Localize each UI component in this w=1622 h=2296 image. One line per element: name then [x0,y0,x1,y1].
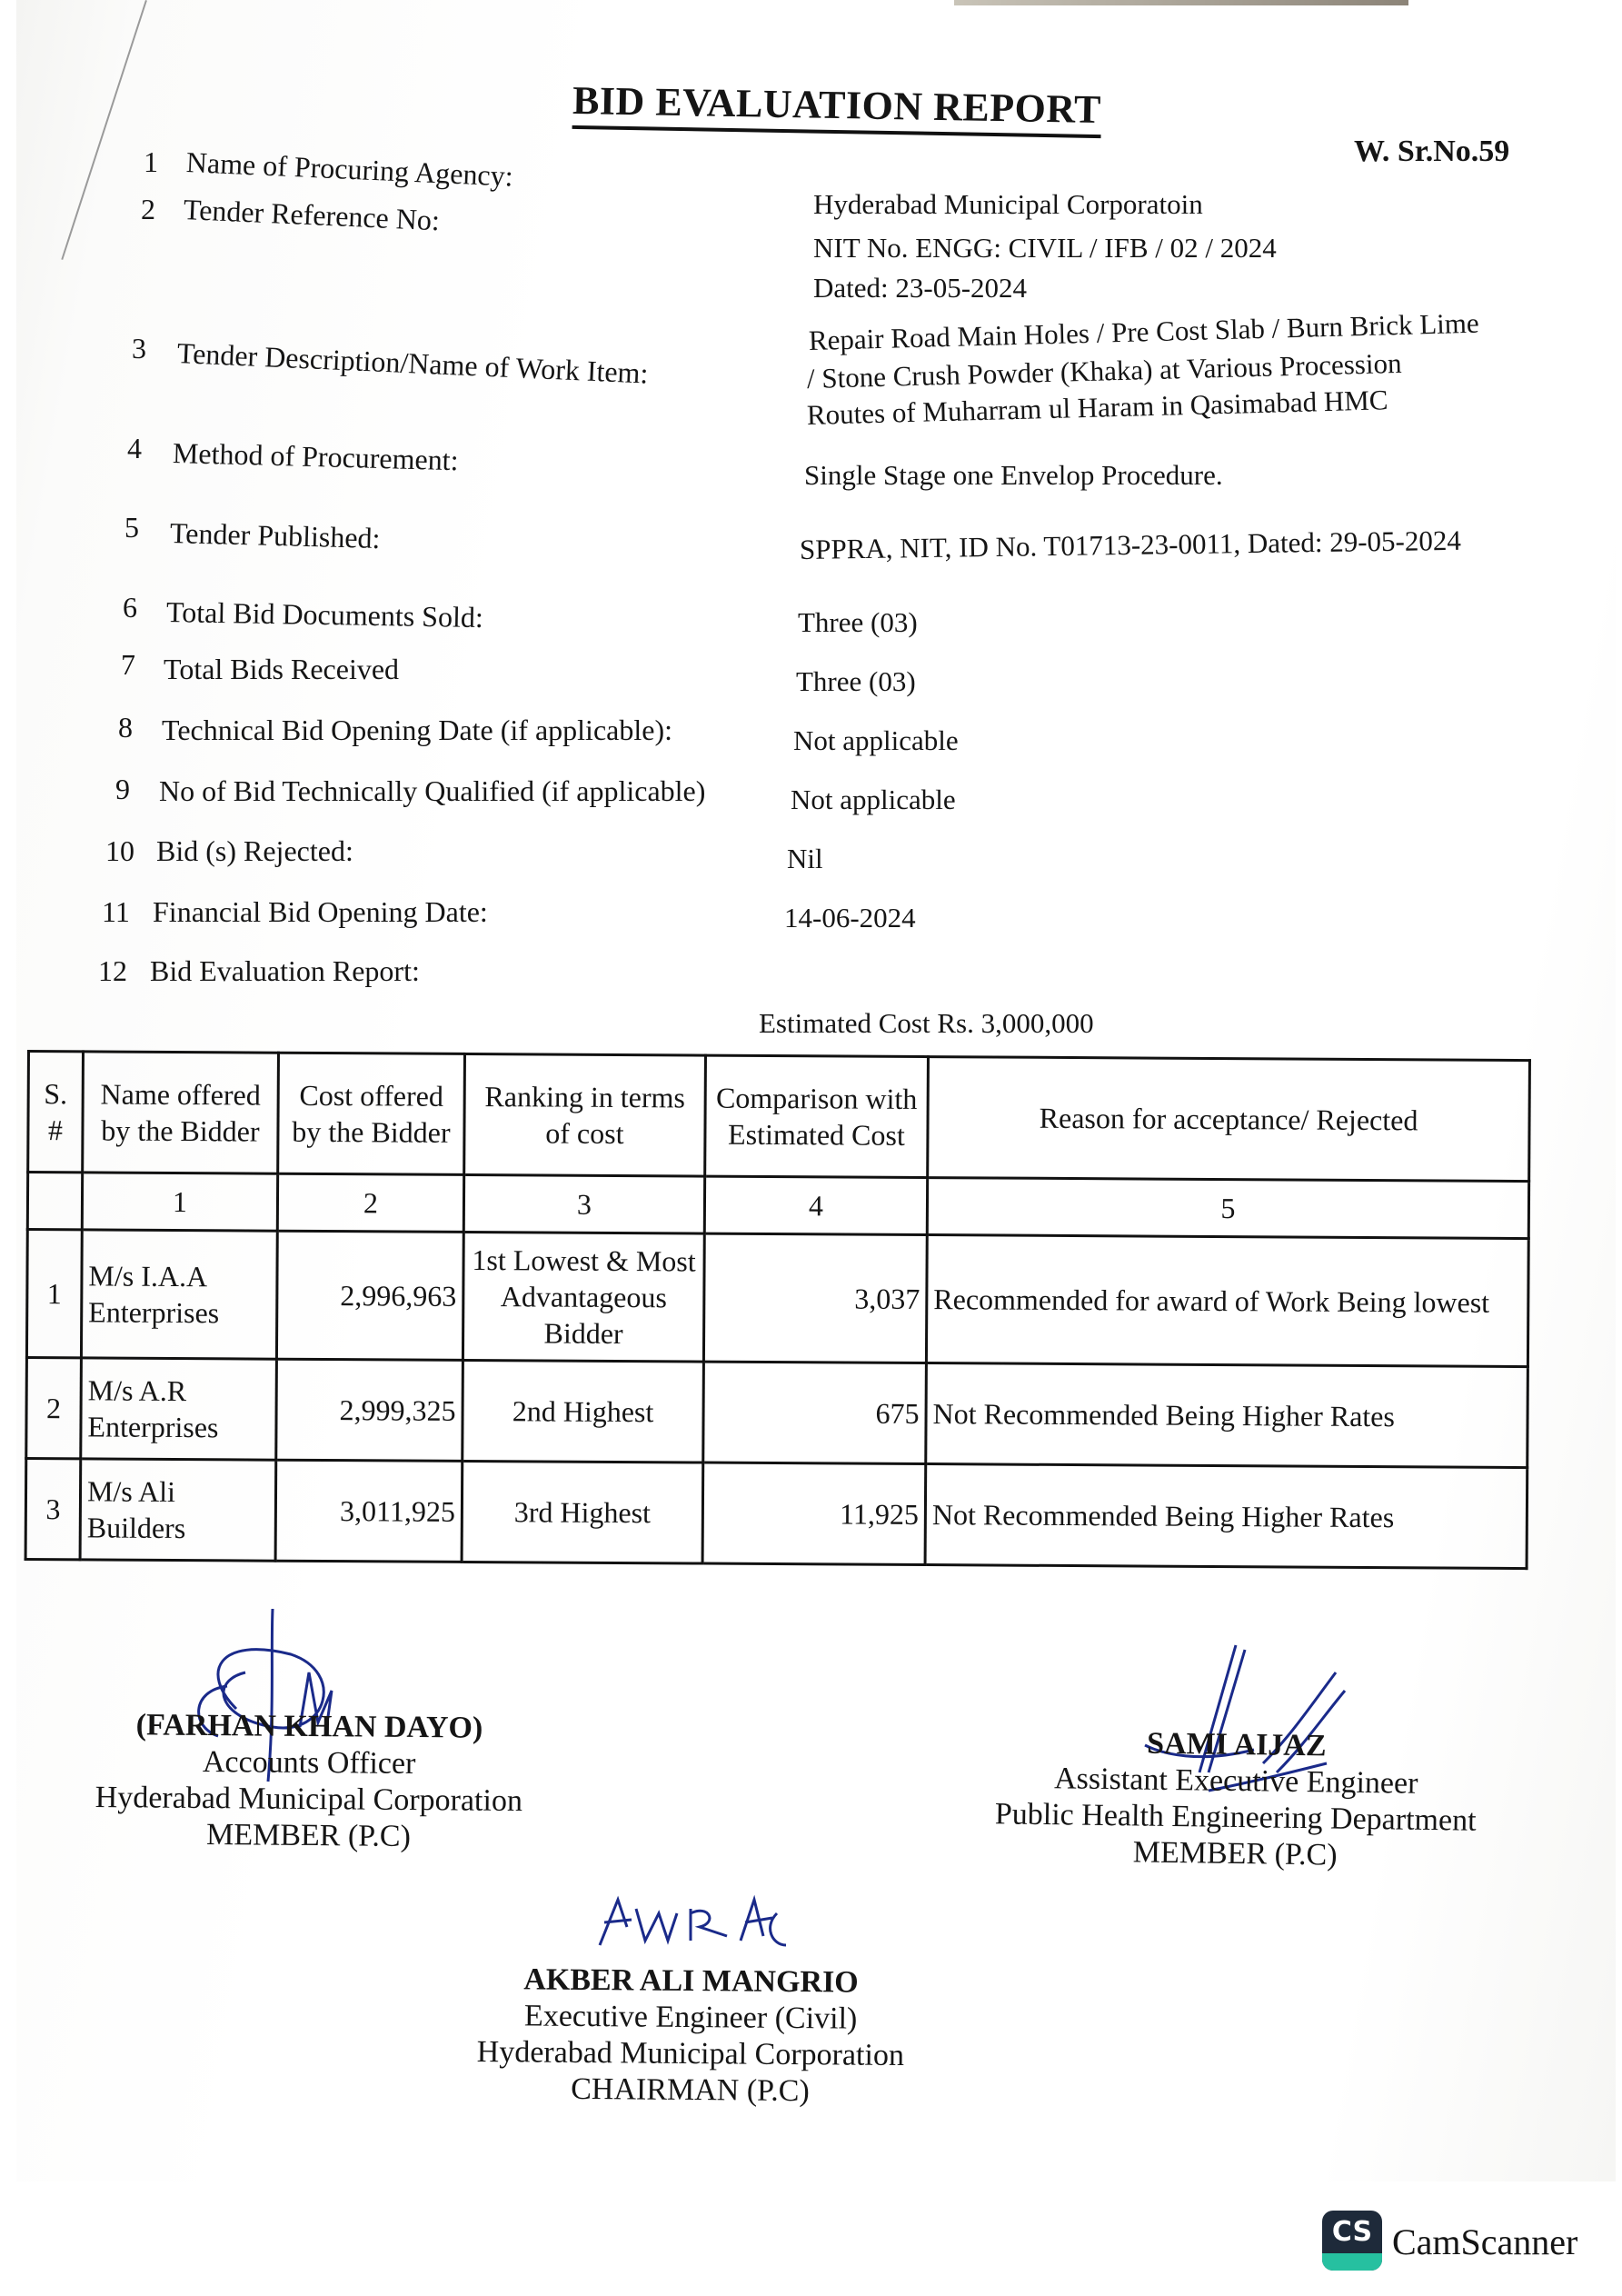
work-serial-number: W. Sr.No.59 [1354,135,1510,168]
field-value-procuring-agency: Hyderabad Municipal Corporatoin [813,188,1203,220]
reason-cell: Not Recommended Being Higher Rates [926,1363,1528,1468]
comparison-cell: 3,037 [703,1233,927,1363]
reason-cell: Recommended for award of Work Being lowest [926,1235,1528,1367]
field-number: 3 [132,332,146,364]
column-header: Name offered by the Bidder [83,1052,279,1173]
ranking-cell: 3rd Highest [462,1461,703,1563]
field-number: 7 [121,648,135,681]
field-value-nit-date: Dated: 23-05-2024 [813,272,1028,304]
column-header: Comparison with Estimated Cost [705,1055,929,1177]
field-label-tender-reference: Tender Reference No: [183,193,441,237]
field-value-bids-received: Three (03) [796,665,916,697]
signatory-designation: Accounts Officer [202,1744,416,1782]
field-value-description-line-2: / Stone Crush Powder (Khaka) at Various Procession [806,346,1402,394]
field-value-tender-published: SPPRA, NIT, ID No. T01713-23-0011, Dated: 29-05-2024 [799,524,1462,565]
column-number: 1 [82,1173,277,1231]
signatory-role: CHAIRMAN (P.C) [571,2071,810,2109]
signatory-organization: Hyderabad Municipal Corporation [95,1780,523,1819]
field-label-technically-qualified: No of Bid Technically Qualified (if applicable) [159,774,706,807]
bidder-name-cell: M/s I.A.A Enterprises [81,1230,277,1359]
field-value-financial-opening-date: 14-06-2024 [784,902,916,933]
camscanner-logo-icon [1322,2211,1382,2271]
signatory-role: MEMBER (P.C) [205,1818,412,1853]
field-number: 8 [118,711,133,744]
field-label-method-of-procurement: Method of Procurement: [172,436,459,477]
field-value-method-of-procurement: Single Stage one Envelop Procedure. [804,459,1223,491]
column-number-row [27,1173,1528,1239]
ranking-cell: 1st Lowest & Most Advantageous Bidder [463,1232,704,1362]
field-label-procuring-agency: Name of Procuring Agency: [185,145,514,193]
field-label-tender-description: Tender Description/Name of Work Item: [176,336,650,390]
field-value-description-line-1: Repair Road Main Holes / Pre Cost Slab / Burn Brick Lime [808,306,1480,356]
field-number: 10 [105,834,134,867]
table-row [26,1358,1528,1468]
column-number: 5 [927,1178,1528,1239]
field-number: 2 [141,193,155,225]
column-number: 2 [277,1173,463,1232]
field-number: 11 [102,895,130,928]
signature-stroke [600,1900,786,1945]
signatory-designation: Assistant Executive Engineer [1053,1762,1418,1801]
logo-accent-band [1322,2253,1382,2271]
field-number: 6 [123,591,137,624]
signatory-organization: Public Health Engineering Department [994,1797,1477,1838]
signatory-left [81,1707,536,1856]
serial-number-cell: 1 [26,1230,82,1358]
field-number: 1 [144,145,158,178]
signature-center [591,1891,881,1963]
signatory-name: SAMI AIJAZ [1146,1726,1327,1763]
column-number [27,1173,82,1230]
field-label-bid-documents-sold: Total Bid Documents Sold: [165,595,484,634]
field-value-bids-rejected: Nil [787,843,823,874]
signatory-name: AKBER ALI MANGRIO [523,1962,859,2000]
field-value-technical-opening-date: Not applicable [793,724,959,756]
bidder-name-cell: M/s Ali Builders [80,1459,276,1561]
column-header: S. # [28,1052,84,1173]
signatory-right [976,1723,1496,1876]
field-label-financial-opening-date: Financial Bid Opening Date: [153,895,488,928]
field-label-bids-received: Total Bids Received [164,653,400,685]
comparison-cell: 675 [703,1362,927,1463]
estimated-cost: Estimated Cost Rs. 3,000,000 [759,1007,1094,1039]
column-header: Reason for acceptance/ Rejected [928,1057,1530,1182]
cost-offered-cell: 3,011,925 [275,1460,463,1562]
field-value-description-line-3: Routes of Muharram ul Haram in Qasimabad HMC [806,384,1388,431]
cost-offered-cell: 2,999,325 [276,1359,463,1461]
field-label-technical-opening-date: Technical Bid Opening Date (if applicable): [162,714,672,746]
paper-top-edge-shadow [954,0,1408,5]
field-label-bids-rejected: Bid (s) Rejected: [156,834,353,867]
column-number: 3 [463,1174,704,1233]
signatory-center [453,1962,927,2111]
field-number: 12 [98,954,127,987]
serial-number-cell: 3 [25,1459,81,1560]
signatory-organization: Hyderabad Municipal Corporation [476,2034,905,2073]
field-value-technically-qualified: Not applicable [791,784,956,815]
column-number: 4 [704,1176,927,1234]
field-value-nit-number: NIT No. ENGG: CIVIL / IFB / 02 / 2024 [813,232,1277,264]
field-number: 9 [115,773,130,805]
camscanner-brand: CamScanner [1392,2221,1578,2262]
comparison-cell: 11,925 [702,1462,926,1564]
signatory-role: MEMBER (P.C) [1132,1835,1338,1872]
signatory-name: (FARHAN KHAN DAYO) [135,1708,483,1745]
logo-text: CS [1331,2216,1373,2248]
table-header-row [28,1052,1530,1182]
field-number: 5 [124,511,139,544]
column-header: Ranking in terms of cost [464,1053,706,1176]
cost-offered-cell: 2,996,963 [276,1231,463,1360]
reason-cell: Not Recommended Being Higher Rates [925,1464,1527,1569]
field-label-bid-evaluation-report: Bid Evaluation Report: [150,954,420,987]
table-row [26,1230,1528,1367]
bid-evaluation-table [25,1050,1531,1570]
signatory-designation: Executive Engineer (Civil) [523,1999,858,2036]
bidder-name-cell: M/s A.R Enterprises [81,1358,277,1460]
ranking-cell: 2nd Highest [463,1360,704,1462]
report-title: BID EVALUATION REPORT [572,77,1102,138]
field-label-tender-published: Tender Published: [169,516,381,555]
table-row [25,1459,1527,1569]
serial-number-cell: 2 [26,1358,82,1459]
column-header: Cost offered by the Bidder [278,1053,465,1174]
field-value-bid-documents-sold: Three (03) [798,606,918,638]
field-number: 4 [127,432,142,464]
